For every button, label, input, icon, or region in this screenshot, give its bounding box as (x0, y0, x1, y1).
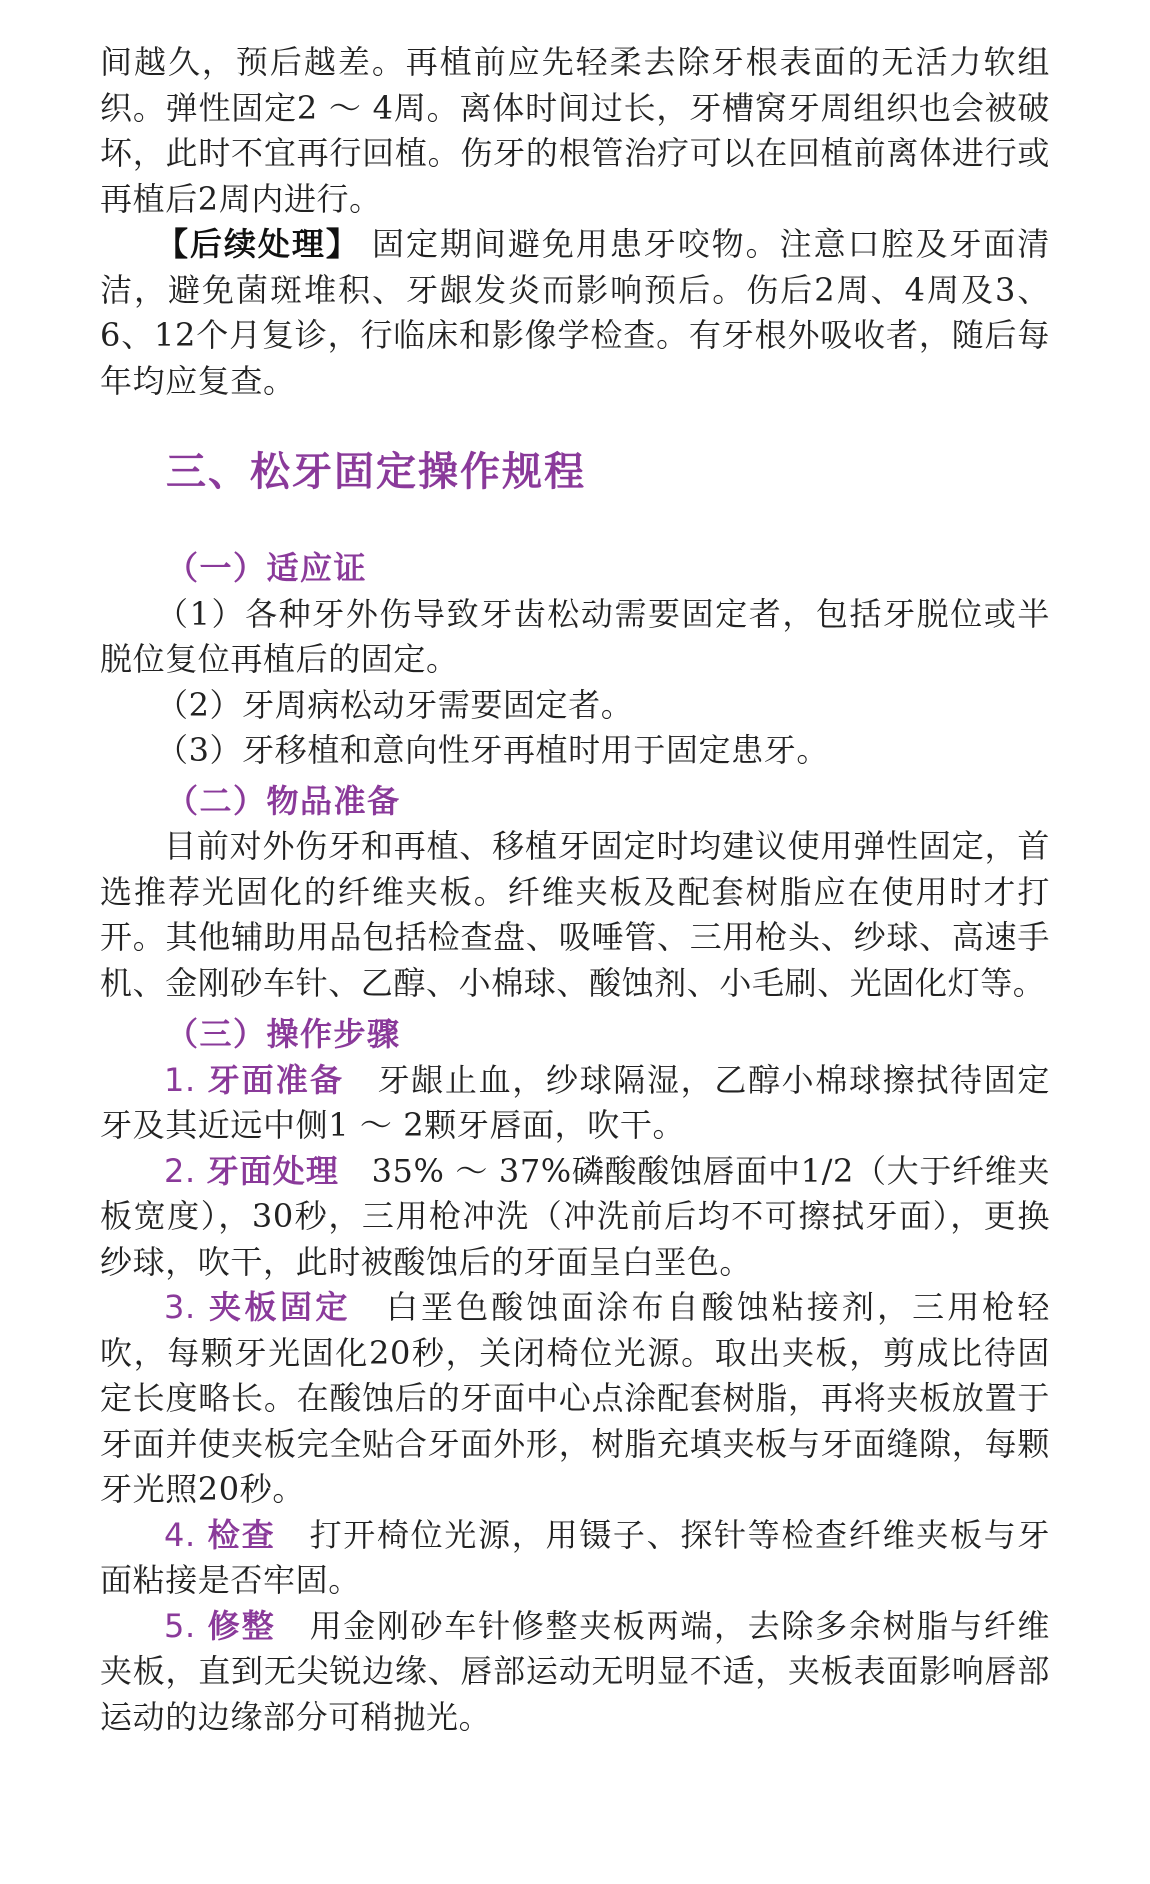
step-heading: 修整 (207, 1606, 276, 1645)
step-number: 2. (164, 1151, 196, 1190)
step-text: 用金刚砂车针修整夹板两端，去除多余树脂与纤维夹板，直到无尖锐边缘、唇部运动无明显不适，夹板表面影响唇部运动的边缘部分可稍抛光。 (100, 1606, 1050, 1736)
materials-title: （二）物品准备 (166, 781, 401, 820)
followup-text: 固定期间避免用患牙咬物。注意口腔及牙面清洁，避免菌斑堆积、牙龈发炎而影响预后。伤后2周、4周及3、6、12个月复诊，行临床和影像学检查。有牙根外吸收者，随后每年均应复查。 (100, 225, 1050, 400)
step-heading: 检查 (207, 1515, 276, 1554)
followup-label: 【后续处理】 (156, 225, 360, 263)
indications-title: （一）适应证 (166, 549, 368, 587)
step-heading: 牙面处理 (206, 1151, 339, 1190)
step-item-4 (100, 1513, 1050, 1604)
step-text: 牙龈止血，纱球隔湿，乙醇小棉球擦拭待固定牙及其近远中侧1 ～ 2颗牙唇面，吹干。 (100, 1060, 1050, 1144)
step-item-2 (100, 1149, 1050, 1286)
materials-paragraph: 目前对外伤牙和再植、移植牙固定时均建议使用弹性固定，首选推荐光固化的纤维夹板。纤维夹板及配套树脂应在使用时才打开。其他辅助用品包括检查盘、吸唾管、三用枪头、纱球、高速手机、金刚砂车针、乙醇、小棉球、酸蚀剂、小毛刷、光固化灯等。 (100, 827, 1050, 1002)
step-heading: 牙面准备 (207, 1060, 344, 1099)
step-item-3 (100, 1285, 1050, 1513)
step-item-1 (100, 1058, 1050, 1149)
step-heading: 夹板固定 (208, 1288, 351, 1326)
step-number: 3. (164, 1288, 196, 1326)
indication-item-1: （1）各种牙外伤导致牙齿松动需要固定者，包括牙脱位或半脱位复位再植后的固定。 (100, 594, 1050, 678)
indication-item-3: （3）牙移植和意向性牙再植时用于固定患牙。 (156, 731, 829, 769)
section-title: 三、松牙固定操作规程 (166, 449, 586, 495)
top-paragraph: 间越久，预后越差。再植前应先轻柔去除牙根表面的无活力软组织。弹性固定2 ～ 4周。离体时间过长，牙槽窝牙周组织也会被破坏，此时不宜再行回植。伤牙的根管治疗可以在回植前离体进行或再植后2周内进行。 (100, 43, 1050, 218)
step-text: 白垩色酸蚀面涂布自酸蚀粘接剂，三用枪轻吹，每颗牙光固化20秒，关闭椅位光源。取出夹板，剪成比待固定长度略长。在酸蚀后的牙面中心点涂配套树脂，再将夹板放置于牙面并使夹板完全贴合牙面外形，树脂充填夹板与牙面缝隙，每颗牙光照20秒。 (100, 1288, 1050, 1508)
document-page (100, 40, 1050, 1740)
step-number: 5. (164, 1606, 196, 1645)
step-text: 35% ～ 37%磷酸酸蚀唇面中1/2（大于纤维夹板宽度），30秒，三用枪冲洗（冲洗前后均不可擦拭牙面），更换纱球，吹干，此时被酸蚀后的牙面呈白垩色。 (100, 1151, 1050, 1281)
followup-paragraph (100, 222, 1050, 404)
step-text: 打开椅位光源，用镊子、探针等检查纤维夹板与牙面粘接是否牢固。 (100, 1515, 1050, 1599)
step-number: 1. (164, 1060, 196, 1099)
steps-title: （三）操作步骤 (166, 1015, 401, 1053)
step-item-5 (100, 1604, 1050, 1741)
step-number: 4. (164, 1515, 196, 1554)
indication-item-2: （2）牙周病松动牙需要固定者。 (156, 685, 634, 724)
